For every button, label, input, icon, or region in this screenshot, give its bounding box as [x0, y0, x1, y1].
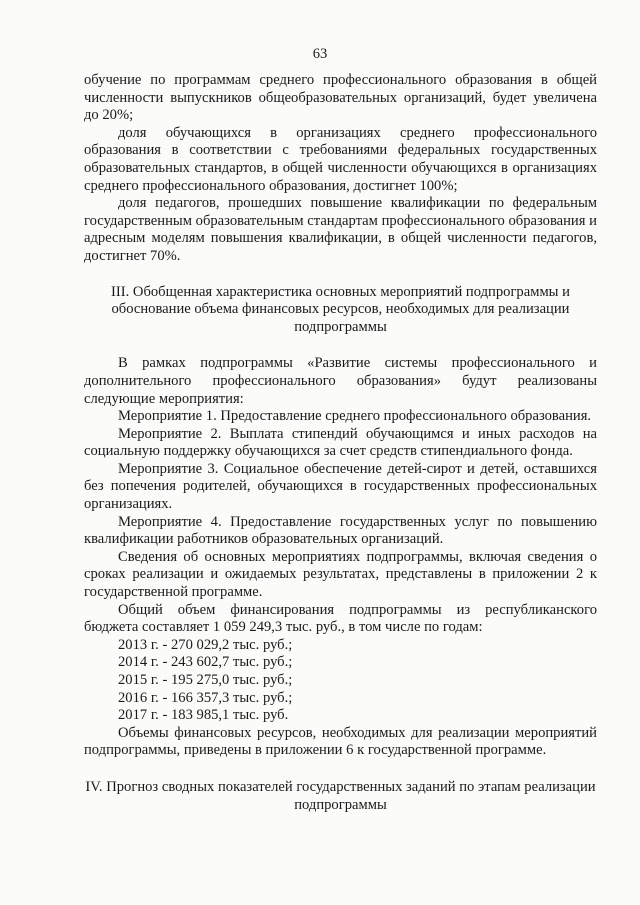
section-3-heading: III. Обобщенная характеристика основных мероприятий подпрограммы и обоснование объема финансовых ресурсов, необходимых для реализации подпрограммы: [111, 283, 570, 335]
funding-year-2014: 2014 г. - 243 602,7 тыс. руб.;: [118, 654, 293, 671]
measure-3-paragraph: Мероприятие 3. Социальное обеспечение детей-сирот и детей, оставшихся без попечения родителей, обучающихся в государственных профессиональных организациях.: [84, 460, 597, 513]
funding-year-2016: 2016 г. - 166 357,3 тыс. руб.;: [118, 689, 293, 706]
intro-paragraph-2: доля обучающихся в организациях среднего профессионального образования в соответствии с требованиями федеральных государственных образовательных стандартов, в общей численности обучающихся в организациях среднего профессионального образования, достигнет 100%;: [84, 124, 597, 194]
measure-1-paragraph: Мероприятие 1. Предоставление среднего профессионального образования.: [118, 408, 592, 425]
funding-year-2017: 2017 г. - 183 985,1 тыс. руб.: [118, 707, 289, 724]
funding-year-2013: 2013 г. - 270 029,2 тыс. руб.;: [118, 636, 293, 653]
section-4-heading: IV. Прогноз сводных показателей государственных заданий по этапам реализации подпрограммы: [85, 778, 596, 813]
measure-4-paragraph: Мероприятие 4. Предоставление государственных услуг по повышению квалификации работников образовательных организаций.: [84, 513, 597, 548]
page-number: 63: [312, 46, 328, 62]
section-3-paragraph-1: В рамках подпрограммы «Развитие системы профессионального и дополнительного профессионального образования» будут реализованы следующие мероприятия:: [84, 355, 597, 407]
closing-paragraph: Объемы финансовых ресурсов, необходимых для реализации мероприятий подпрограммы, приведены в приложении 6 к государственной программе.: [84, 724, 597, 759]
funding-by-year-list: [84, 637, 597, 725]
funding-year-2015: 2015 г. - 195 275,0 тыс. руб.;: [118, 672, 293, 688]
funding-total-paragraph: Общий объем финансирования подпрограммы из республиканского бюджета составляет 1 059 249,3 тыс. руб., в том числе по годам:: [84, 601, 597, 636]
intro-paragraph-1: обучение по программам среднего профессионального образования в общей численности выпускников общеобразовательных организаций, будет увеличена до 20%;: [84, 72, 597, 124]
measure-2-paragraph: Мероприятие 2. Выплата стипендий обучающимся и иных расходов на социальную поддержку обучающихся за счет средств стипендиального фонда.: [84, 425, 597, 460]
intro-paragraph-3: доля педагогов, прошедших повышение квалификации по федеральным государственным образовательным стандартам профессионального образования и адресным моделям повышения квалификации, в общей численности педагогов, достигнет 70%.: [84, 195, 597, 264]
page-content: [84, 72, 597, 814]
measures-info-paragraph: Сведения об основных мероприятиях подпрограммы, включая сведения о сроках реализации и ожидаемых результатах, представлены в приложении 2 к государственной программе.: [84, 548, 597, 601]
